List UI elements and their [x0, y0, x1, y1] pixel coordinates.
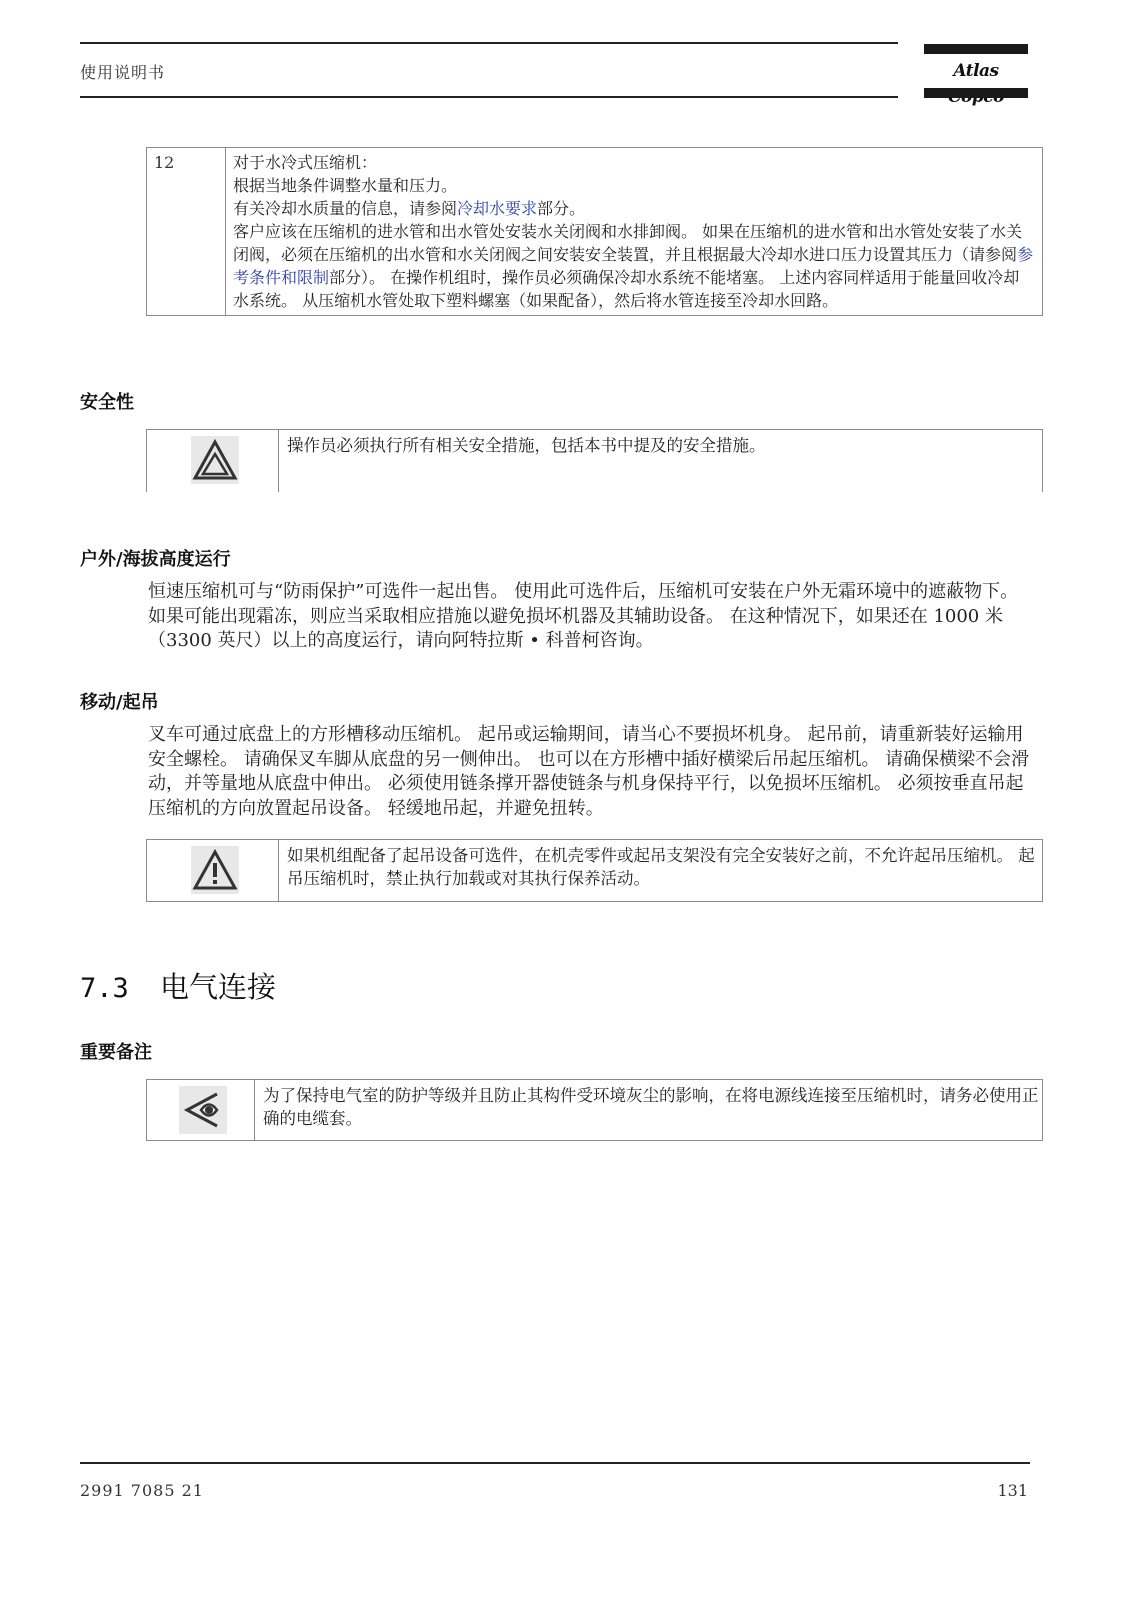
cooling-water-requirements-link[interactable]: 冷却水要求: [457, 199, 538, 218]
page-number: 131: [997, 1481, 1028, 1500]
step-p2-post: 部分）。 在操作机组时，操作员必须确保冷却水系统不能堵塞。 上述内容同样适用于能量回收冷却水系统。 从压缩机水管处取下塑料螺塞（如果配备），然后将水管连接至冷却水回路。: [233, 268, 1020, 310]
step-line-3-post: 部分。: [537, 199, 586, 218]
important-icon-cell: [147, 1080, 255, 1140]
table-row: [147, 148, 1043, 316]
lifting-icon-cell: [147, 840, 279, 901]
important-note-box: [146, 1079, 1043, 1141]
reference-conditions-link[interactable]: 参考条件和限制: [233, 245, 1034, 287]
document-type-title: 使用说明书: [80, 63, 166, 82]
important-note-text: 为了保持电气室的防护等级并且防止其构件受环境灰尘的影响，在将电源线连接至压缩机时，请务必使用正确的电缆套。: [263, 1086, 1039, 1128]
lifting-paragraph: 叉车可通过底盘上的方形槽移动压缩机。 起吊或运输期间，请当心不要损坏机身。 起吊前，请重新装好运输用安全螺栓。 请确保叉车脚从底盘的另一侧伸出。 也可以在方形槽中插好横梁后吊起压缩机。 请确保横梁不会滑动，并等量地从底盘中伸出。 必须使用链条撑开器使链条与机身保持平行，以免损坏压缩机。 必须按垂直吊起压缩机的方向放置起吊设备。 轻缓地吊起，并避免扭转。: [148, 724, 1030, 819]
lifting-warning-text: 如果机组配备了起吊设备可选件，在机壳零件或起吊支架没有完全安装好之前，不允许起吊压缩机。 起吊压缩机时，禁止执行加载或对其执行保养活动。: [287, 846, 1035, 888]
step-number: 12: [147, 148, 226, 316]
chapter-title: 电气连接: [160, 970, 277, 1004]
installation-step-table: [146, 147, 1043, 316]
lifting-warning-box: [146, 839, 1043, 902]
lifting-heading: 移动/起吊: [80, 692, 159, 713]
safety-heading: 安全性: [80, 392, 134, 413]
logo-bar-top: [924, 44, 1028, 54]
step-p2-pre: 客户应该在压缩机的进水管和出水管处安装水关闭阀和水排卸阀。 如果在压缩机的进水管和出水管处安装了水关闭阀，必须在压缩机的出水管和水关闭阀之间安装安全装置，并且根据最大冷却水进口压力设置其压力（请参阅: [233, 222, 1023, 264]
safety-icon-cell: [147, 430, 279, 492]
step-line-3-pre: 有关冷却水质量的信息，请参阅: [233, 199, 458, 218]
chapter-heading: [80, 965, 276, 1006]
step-text: [226, 148, 1043, 316]
step-line-3: [233, 197, 1035, 220]
header-rule-top: [80, 42, 898, 44]
important-heading: 重要备注: [80, 1042, 152, 1063]
eye-note-icon: [179, 1086, 227, 1134]
safety-warning-triangle-icon: [191, 436, 239, 484]
header-rule-bottom: [80, 96, 898, 98]
step-line-1: 对于水冷式压缩机：: [233, 153, 378, 172]
step-paragraph-2: [233, 220, 1035, 312]
warning-exclamation-icon: [191, 846, 239, 894]
atlas-copco-logo: [924, 44, 1028, 98]
chapter-number: 7.3: [80, 973, 129, 1004]
document-number: 2991 7085 21: [80, 1481, 204, 1500]
outdoor-paragraph: 恒速压缩机可与“防雨保护”可选件一起出售。 使用此可选件后，压缩机可安装在户外无霜环境中的遮蔽物下。 如果可能出现霜冻，则应当采取相应措施以避免损坏机器及其辅助设备。 在这种情况下，如果还在 1000 米（3300 英尺）以上的高度运行，请向阿特拉斯 • 科普柯咨询。: [148, 581, 1019, 651]
logo-bar-bottom: [924, 88, 1028, 98]
safety-note-box: [146, 429, 1043, 492]
safety-note-text: 操作员必须执行所有相关安全措施，包括本书中提及的安全措施。: [287, 436, 766, 455]
footer-rule: [80, 1462, 1030, 1464]
logo-text: Atlas: [953, 61, 999, 81]
outdoor-heading: 户外/海拔高度运行: [80, 549, 231, 570]
step-line-2: 根据当地条件调整水量和压力。: [233, 176, 458, 195]
